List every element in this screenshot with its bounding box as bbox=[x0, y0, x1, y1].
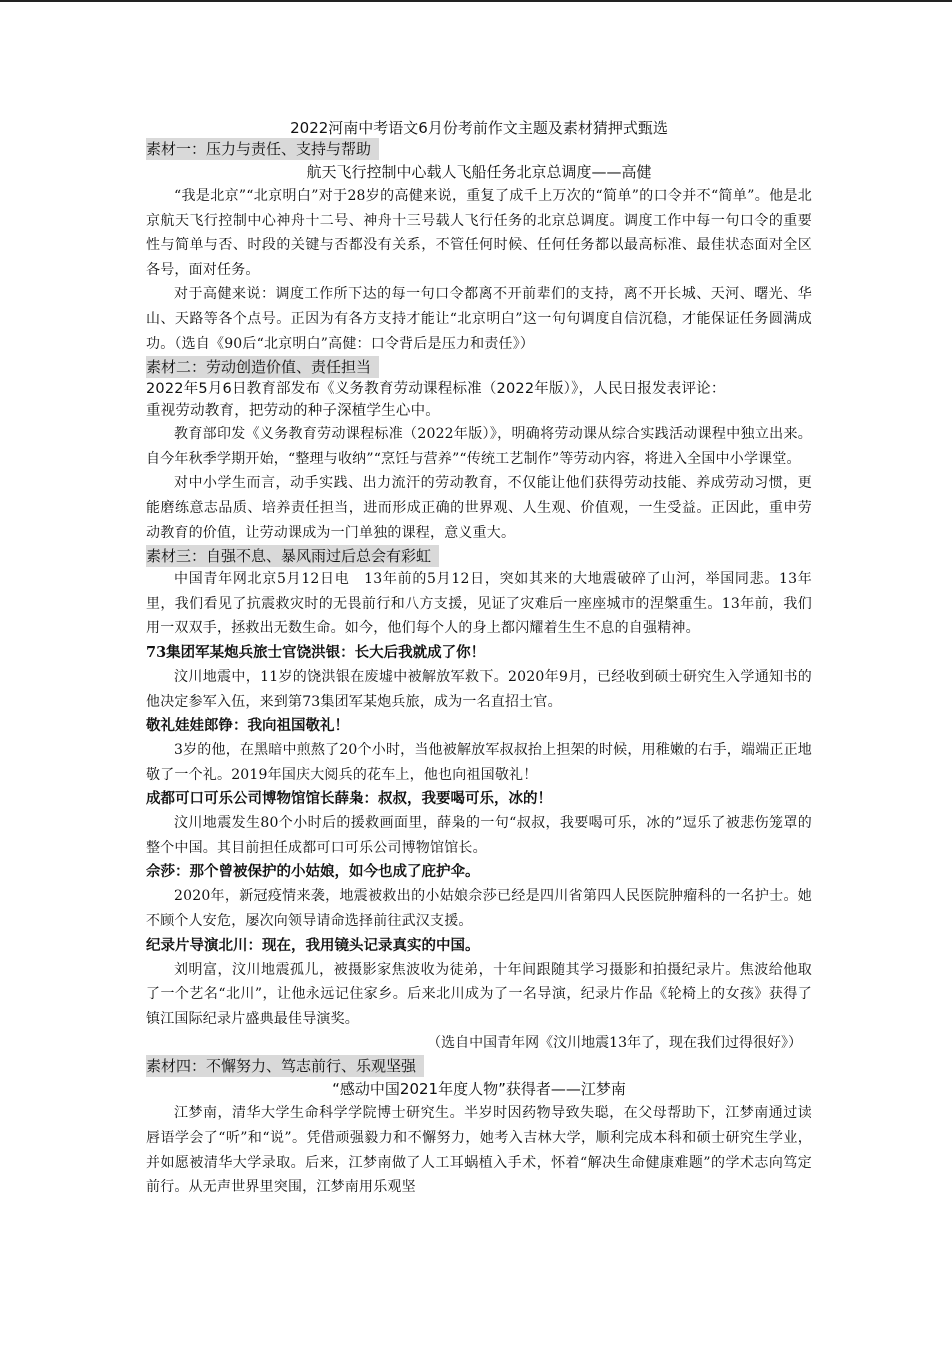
section-1-paragraph-1: “我是北京”“北京明白”对于28岁的高健来说，重复了成千上万次的“简单”的口令并不“简单”。他是北京航天飞行控制中心神舟十二号、神舟十三号载人飞行任务的北京总调度。调度工作中每一句口令的重要性与简单与否、时段的关键与否都没有关系，不管任何时候、任何任务都以最高标准、最佳状态面对全区各号，面对任务。 bbox=[146, 188, 812, 278]
story-4-title: 佘莎：那个曾被保护的小姑娘，如今也成了庇护伞。 bbox=[146, 863, 480, 881]
section-3 bbox=[146, 545, 812, 1055]
section-3-intro: 中国青年网北京5月12日电 13年前的5月12日，突如其来的大地震破碎了山河，举国同悲。13年里，我们看见了抗震救灾时的无畏前行和八方支援，见证了灾难后一座座城市的涅槃重生。13年前，我们用一双双手，拯救出无数生命。如今，他们每个人的身上都闪耀着生生不息的自强精神。 bbox=[146, 571, 812, 637]
section-1 bbox=[146, 138, 812, 356]
story-1-text: 汶川地震中，11岁的饶洪银在废墟中被解放军救下。2020年9月，已经收到硕士研究生入学通知书的他决定参军入伍，来到第73集团军某炮兵旅，成为一名直招士官。 bbox=[146, 668, 812, 710]
section-3-source: （选自中国青年网《汶川地震13年了，现在我们过得很好》） bbox=[427, 1035, 802, 1052]
document-page bbox=[146, 118, 812, 1200]
story-3-title: 成都可口可乐公司博物馆馆长薛枭：叔叔，我要喝可乐，冰的！ bbox=[146, 790, 552, 808]
section-3-heading: 素材三：自强不息、暴风雨过后总会有彩虹 bbox=[146, 545, 439, 567]
story-2-text: 3岁的他，在黑暗中煎熬了20个小时，当他被解放军叔叔抬上担架的时候，用稚嫩的右手，端端正正地敬了一个礼。2019年国庆大阅兵的花车上，他也向祖国敬礼！ bbox=[146, 742, 812, 783]
story-3-text: 汶川地震发生80个小时后的援救画面里，薛枭的一句“叔叔，我要喝可乐，冰的”逗乐了被悲伤笼罩的整个中国。其目前担任成都可口可乐公司博物馆馆长。 bbox=[146, 815, 812, 856]
section-2-heading: 素材二：劳动创造价值、责任担当 bbox=[146, 356, 379, 378]
story-2-title: 敬礼娃娃郎铮：我向祖国敬礼！ bbox=[146, 717, 349, 735]
story-4-text: 2020年，新冠疫情来袭，地震被救出的小姑娘佘莎已经是四川省第四人民医院肿瘤科的一名护士。她不顾个人安危，屡次向领导请命选择前往武汉支援。 bbox=[146, 888, 812, 930]
document-title: 2022河南中考语文6月份考前作文主题及素材猜押式甄选 bbox=[290, 119, 668, 137]
section-1-paragraph-2: 对于高健来说：调度工作所下达的每一句口令都离不开前辈们的支持，离不开长城、天河、曙光、华山、天路等各个点号。正因为有各方支持才能让“北京明白”这一句句调度自信沉稳，才能保证任务圆满成功。（选自《90后“北京明白”高健：口令背后是压力和责任》） bbox=[146, 286, 812, 352]
section-2-paragraph-2: 对中小学生而言，动手实践、出力流汗的劳动教育，不仅能让他们获得劳动技能、养成劳动习惯，更能磨练意志品质、培养责任担当，进而形成正确的世界观、人生观、价值观，一生受益。正因此，重申劳动教育的价值，让劳动课成为一门单独的课程，意义重大。 bbox=[146, 475, 812, 541]
section-1-heading: 素材一：压力与责任、支持与帮助 bbox=[146, 138, 379, 160]
section-2-lead-line-2: 重视劳动教育，把劳动的种子深植学生心中。 bbox=[146, 403, 440, 420]
section-1-subtitle: 航天飞行控制中心载人飞船任务北京总调度——高健 bbox=[306, 163, 652, 181]
section-4-heading: 素材四：不懈努力、笃志前行、乐观坚强 bbox=[146, 1055, 424, 1077]
section-2-paragraph-1: 教育部印发《义务教育劳动课程标准（2022年版）》，明确将劳动课从综合实践活动课程中独立出来。自今年秋季学期开始，“整理与收纳”“烹饪与营养”“传统工艺制作”等劳动内容，将进入全国中小学课堂。 bbox=[146, 426, 812, 467]
story-1-title: 73集团军某炮兵旅士官饶洪银：长大后我就成了你！ bbox=[146, 643, 486, 661]
section-4-paragraph-1: 江梦南，清华大学生命科学学院博士研究生。半岁时因药物导致失聪，在父母帮助下，江梦南通过读唇语学会了“听”和“说”。凭借顽强毅力和不懈努力，她考入吉林大学，顺利完成本科和硕士研究生学业，并如愿被清华大学录取。后来，江梦南做了人工耳蜗植入手术，怀着“解决生命健康难题”的学术志向笃定前行。从无声世界里突围，江梦南用乐观坚 bbox=[146, 1105, 812, 1196]
top-border bbox=[0, 0, 952, 2]
section-2-lead-line-1: 2022年5月6日教育部发布《义务教育劳动课程标准（2022年版）》，人民日报发表评论： bbox=[146, 381, 726, 398]
story-5-text: 刘明富，汶川地震孤儿，被摄影家焦波收为徒弟，十年间跟随其学习摄影和拍摄纪录片。焦波给他取了一个艺名“北川”，让他永远记住家乡。后来北川成为了一名导演，纪录片作品《轮椅上的女孩》获得了镇江国际纪录片盛典最佳导演奖。 bbox=[146, 961, 812, 1027]
section-2 bbox=[146, 356, 812, 545]
section-4-subtitle: “感动中国2021年度人物”获得者——江梦南 bbox=[332, 1080, 626, 1099]
section-4 bbox=[146, 1055, 812, 1199]
story-5-title: 纪录片导演北川：现在，我用镜头记录真实的中国。 bbox=[146, 936, 480, 954]
